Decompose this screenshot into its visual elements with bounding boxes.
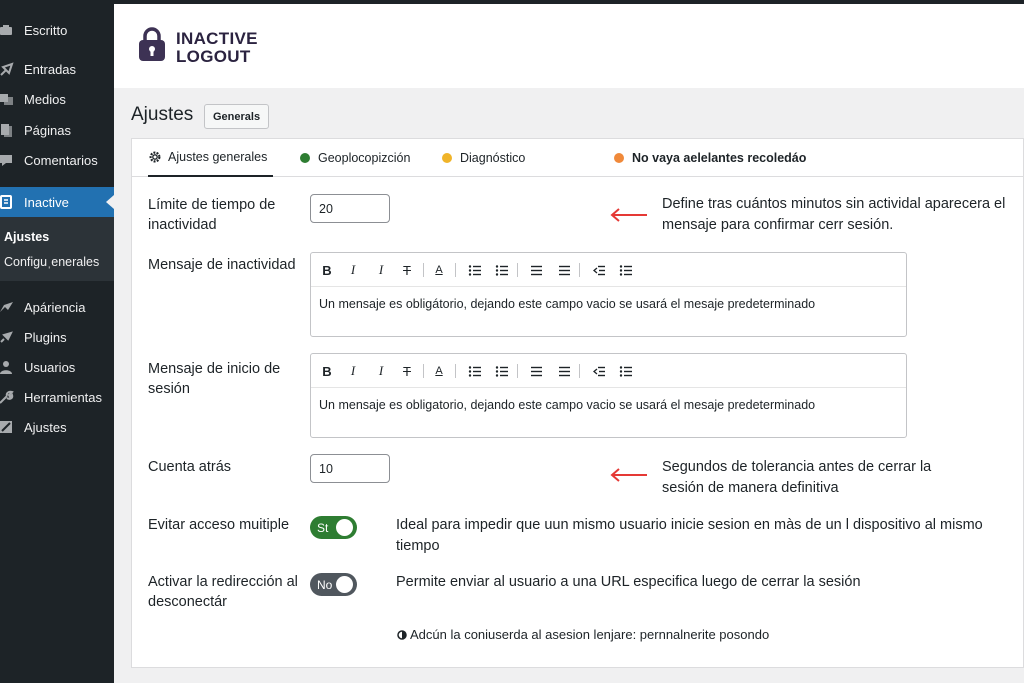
countdown-label: Cuenta atrás [148, 459, 232, 475]
text-color-icon[interactable]: A [435, 365, 443, 377]
bold-icon[interactable]: B [322, 363, 332, 379]
tab-geoplocopizcion[interactable]: Geoplocopizción [300, 139, 410, 177]
redirect-toggle[interactable]: No [310, 573, 357, 596]
sidebar-submenu [0, 217, 114, 281]
timeout-input[interactable] [310, 194, 390, 223]
submenu-item-ajustes[interactable]: Ajustes [4, 230, 50, 244]
toolbar-separator [517, 263, 518, 277]
inactivity-message-content[interactable]: Un mensaje es obligátorio, dejando este campo vacio se usará el mesaje predeterminado [319, 297, 816, 311]
toolbar-separator [423, 263, 424, 277]
plugin-logo-text: INACTIVE LOGOUT [176, 29, 258, 66]
status-dot-green [300, 153, 310, 163]
toolbar-separator [517, 364, 518, 378]
countdown-input[interactable] [310, 454, 390, 483]
italic-alt-icon[interactable]: I [378, 262, 384, 277]
numbered-list-icon[interactable] [493, 262, 509, 278]
plug-icon [0, 329, 14, 345]
indent-list-icon[interactable] [617, 363, 633, 379]
lock-icon [138, 26, 166, 62]
sidebar-item-medios[interactable] [0, 84, 114, 114]
brush-icon [0, 299, 14, 315]
toolbar-separator [423, 364, 424, 378]
toggle-knob [336, 519, 353, 536]
plugin-header [114, 4, 1024, 88]
pin-icon [0, 61, 14, 77]
editor-toolbar [311, 253, 906, 287]
inactivity-message-editor[interactable] [310, 252, 907, 337]
comment-icon [0, 152, 14, 168]
submenu-item-configuracion[interactable]: Configuˌenerales [4, 255, 100, 269]
document-icon [0, 194, 14, 210]
multiple-access-toggle[interactable]: St [310, 516, 357, 539]
info-icon [397, 630, 407, 640]
text-color-icon[interactable]: A [435, 264, 443, 276]
settings-tabs [132, 139, 1024, 177]
align-center-icon[interactable] [556, 363, 572, 379]
multiple-access-label: Evitar acceso muitiple [148, 517, 290, 533]
timeout-hint: Define tras cuántos minutos sin actividal aparecera el mensaje para confirmar cerr sesión. [662, 196, 1006, 233]
redirect-label: Activar la redirección al desconectár [148, 574, 298, 610]
camera-icon [0, 22, 14, 38]
sidebar-item-entradas[interactable] [0, 54, 114, 84]
outdent-icon[interactable] [591, 262, 607, 278]
toolbar-separator [455, 364, 456, 378]
sidebar-item-label: Herramientas [24, 389, 103, 405]
toolbar-separator [579, 364, 580, 378]
multiple-access-hint: Ideal para impedir que uun mismo usuario inicie sesion en màs de un l dispositivo al mismo tiempo [396, 517, 983, 554]
italic-icon[interactable]: I [350, 363, 356, 378]
redirect-hint: Permite enviar al usuario a una URL especifica luego de cerrar la sesión [396, 574, 861, 590]
status-dot-orange [614, 153, 624, 163]
numbered-list-icon[interactable] [493, 363, 509, 379]
sidebar-item-label: Entradas [24, 61, 77, 77]
sidebar-item-comentarios[interactable] [0, 145, 114, 175]
sidebar-item-label: Páginas [24, 122, 71, 138]
tab-diagnostico[interactable]: Diagnóstico [442, 139, 525, 177]
sidebar-item-apariencia[interactable] [0, 292, 114, 322]
footnote: Adcún la coniuserda al asesion lenjare: pernnalnerite posondo [397, 627, 769, 642]
inactivity-message-label: Mensaje de inactividad [148, 257, 296, 273]
strikethrough-icon[interactable]: T [403, 363, 411, 379]
sidebar-item-label: Escritto [24, 22, 68, 38]
editor-toolbar [311, 354, 906, 388]
pages-icon [0, 122, 14, 138]
italic-alt-icon[interactable]: I [378, 363, 384, 378]
align-center-icon[interactable] [556, 262, 572, 278]
sidebar-item-label: Usuarios [24, 359, 76, 375]
sidebar-item-paginas[interactable] [0, 115, 114, 145]
toggle-knob [336, 576, 353, 593]
sidebar-item-herramientas[interactable] [0, 382, 114, 412]
sidebar-item-label: Plugins [24, 329, 67, 345]
sidebar-item-label: Inactive [24, 194, 69, 210]
sidebar-item-escritto[interactable] [0, 15, 114, 45]
sidebar-item-label: Apáriencia [24, 299, 86, 315]
indent-list-icon[interactable] [617, 262, 633, 278]
login-message-editor[interactable] [310, 353, 907, 438]
gear-icon [148, 150, 162, 164]
italic-icon[interactable]: I [350, 262, 356, 277]
arrow-left-icon [610, 208, 648, 222]
sidebar-item-label: Comentarios [24, 152, 98, 168]
align-left-icon[interactable] [528, 262, 544, 278]
status-dot-yellow [442, 153, 452, 163]
sidebar-item-usuarios[interactable] [0, 352, 114, 382]
sidebar-item-ajustes[interactable] [0, 412, 114, 442]
sidebar-item-label: Ajustes [24, 419, 67, 435]
login-message-label: Mensaje de inicio de sesión [148, 361, 281, 397]
page-title: Ajustes [131, 104, 194, 125]
wrench-icon [0, 389, 14, 405]
settings-icon [0, 419, 14, 435]
arrow-left-icon [610, 468, 648, 482]
toolbar-separator [579, 263, 580, 277]
settings-card [131, 138, 1024, 668]
tab-ajustes-generales[interactable]: Ajustes generales [148, 139, 273, 177]
user-icon [0, 359, 14, 375]
generals-button[interactable]: Generals [204, 104, 269, 129]
strikethrough-icon[interactable]: T [403, 262, 411, 278]
login-message-content[interactable]: Un mensaje es obligatorio, dejando este campo vacio se usará el mesaje predeterminado [319, 398, 816, 412]
bold-icon[interactable]: B [322, 262, 332, 278]
tab-no-vaya[interactable]: No vaya aelelantes recoledáo [614, 139, 806, 177]
media-icon [0, 91, 14, 107]
countdown-hint: Segundos de tolerancia antes de cerrar la sesión de manera definitiva [662, 459, 932, 496]
timeout-label: Límite de tiempo de inactividad [148, 197, 276, 233]
outdent-icon[interactable] [591, 363, 607, 379]
bullet-list-icon[interactable] [466, 363, 482, 379]
align-left-icon[interactable] [528, 363, 544, 379]
sidebar-item-inactive[interactable] [0, 187, 114, 217]
bullet-list-icon[interactable] [466, 262, 482, 278]
toolbar-separator [455, 263, 456, 277]
sidebar-item-plugins[interactable] [0, 322, 114, 352]
sidebar-item-label: Medios [24, 91, 66, 107]
admin-sidebar [0, 0, 114, 683]
